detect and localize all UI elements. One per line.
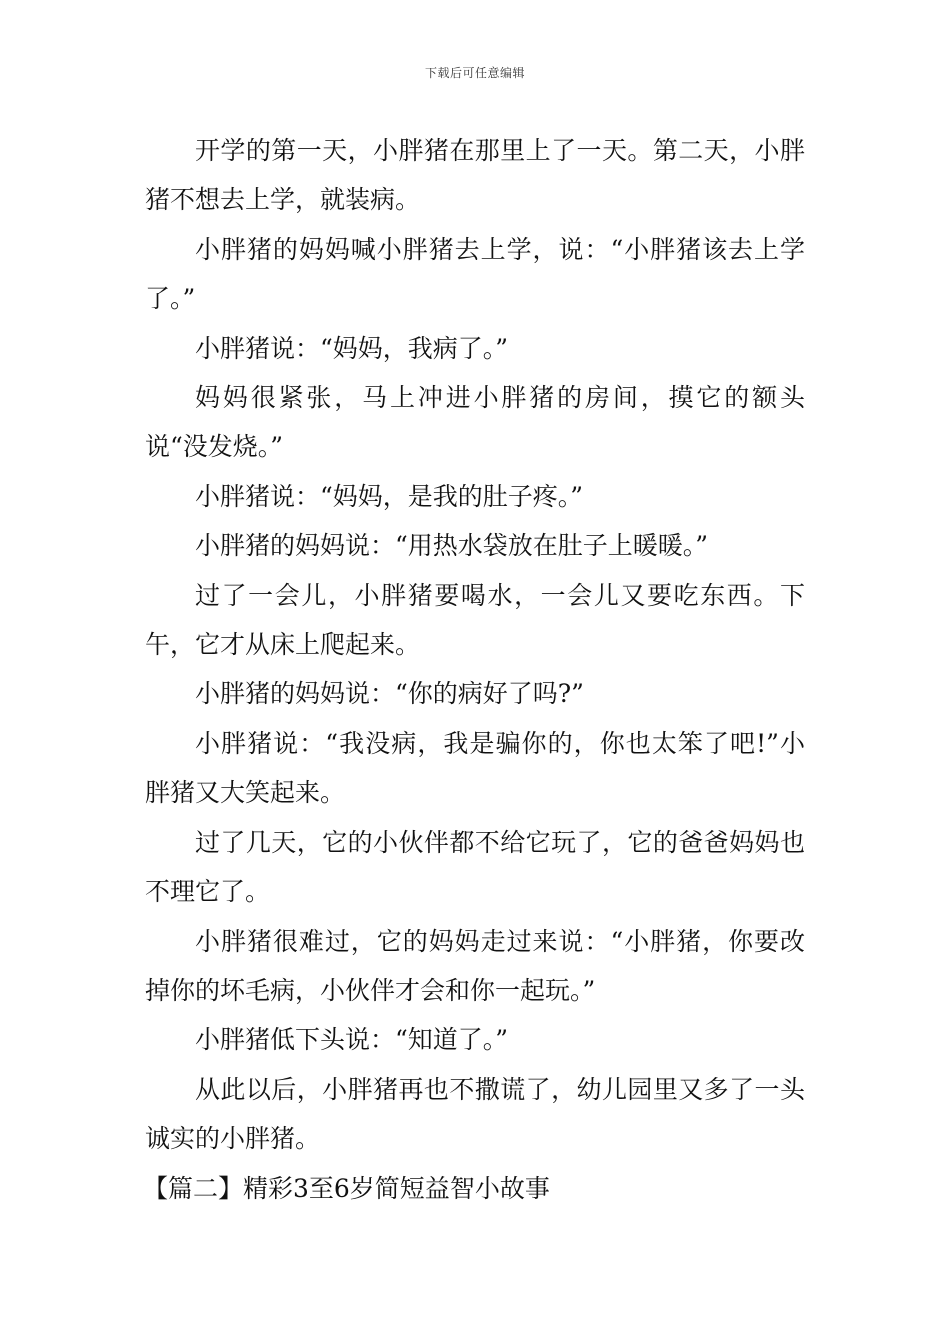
paragraph-10: 过了几天，它的小伙伴都不给它玩了，它的爸爸妈妈也不理它了。: [145, 827, 805, 907]
paragraph-5: 小胖猪说：“妈妈，是我的肚子疼。”: [195, 481, 584, 511]
paragraph-12: 小胖猪低下头说：“知道了。”: [195, 1025, 509, 1055]
paragraph-3: 小胖猪说：“妈妈，我病了。”: [195, 333, 509, 363]
paragraph-13: 从此以后，小胖猪再也不撒谎了，幼儿园里又多了一头诚实的小胖猪。: [145, 1074, 805, 1154]
paragraph-4: 妈妈很紧张，马上冲进小胖猪的房间，摸它的额头说“没发烧。”: [145, 383, 805, 462]
paragraph-8: 小胖猪的妈妈说：“你的病好了吗?”: [195, 679, 584, 709]
section-heading: 【篇二】精彩3至6岁简短益智小故事: [143, 1173, 550, 1203]
paragraph-2: 小胖猪的妈妈喊小胖猪去上学，说：“小胖猪该去上学了。”: [145, 234, 805, 314]
paragraph-11: 小胖猪很难过，它的妈妈走过来说：“小胖猪，你要改掉你的坏毛病，小伙伴才会和你一起玩。”: [145, 926, 805, 1005]
paragraph-9: 小胖猪说：“我没病，我是骗你的，你也太笨了吧!”小胖猪又大笑起来。: [145, 728, 805, 808]
paragraph-1: 开学的第一天，小胖猪在那里上了一天。第二天，小胖猪不想去上学，就装病。: [145, 136, 805, 215]
paragraph-7: 过了一会儿，小胖猪要喝水，一会儿又要吃东西。下午，它才从床上爬起来。: [145, 580, 805, 660]
paragraph-6: 小胖猪的妈妈说：“用热水袋放在肚子上暖暖。”: [195, 531, 709, 561]
document-body: [145, 126, 805, 1213]
page-header-note: 下载后可任意编辑: [424, 66, 525, 80]
